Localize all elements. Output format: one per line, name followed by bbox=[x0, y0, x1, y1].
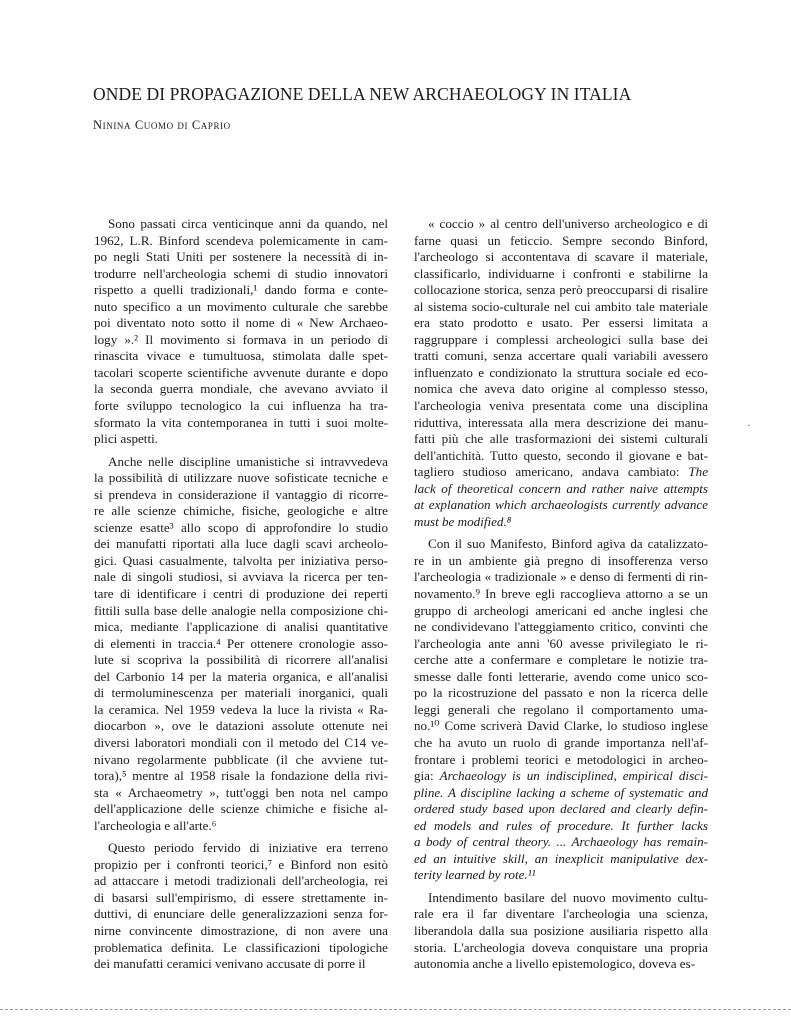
text-line: no.¹⁰ Come scriverà David Clarke, lo studioso inglese bbox=[414, 718, 708, 734]
text-line: dei manufatti riportati alla luce dagli scavi archeolo- bbox=[94, 536, 388, 552]
text-line: liberandola dalla sua posizione ausiliaria rispetto alla bbox=[414, 922, 708, 938]
text-line: cerche atte a confermare e completare le notizie tra- bbox=[414, 652, 708, 668]
text-line: Con il suo Manifesto, Binford agiva da catalizzato- bbox=[428, 536, 708, 552]
text-line: storia. L'archeologia doveva conquistare una propria bbox=[414, 939, 708, 955]
text-line: farne quasi un feticcio. Sempre secondo Binford, bbox=[414, 232, 708, 248]
text-line: ordered study based upon declared and clearly defin- bbox=[414, 801, 708, 817]
text-line: l'archeologia ante anni '60 avesse privilegiato le ri- bbox=[414, 635, 708, 651]
text-line: propizio per i confronti teorici,⁷ e Binford non esitò bbox=[94, 856, 388, 872]
text-line: at explanation which archaeologists currently advance bbox=[414, 497, 708, 513]
text-line: riduttiva, interessata alla mera descrizione dei manu- bbox=[414, 414, 708, 430]
text-line: Questo periodo fervido di iniziative era terreno bbox=[108, 840, 388, 856]
author-name: Ninina Cuomo di Caprio bbox=[93, 118, 231, 132]
right-column bbox=[414, 216, 708, 973]
text-line: pline. A discipline lacking a scheme of systematic and bbox=[414, 784, 708, 800]
text-line: la possibilità di utilizzare nuove sofisticate tecniche e bbox=[94, 470, 388, 486]
text-line: re alle scienze chimiche, fisiche, geologiche e altre bbox=[94, 503, 388, 519]
text-line: nirne convincente dimostrazione, di non avere una bbox=[94, 922, 388, 938]
text-line: rispetto a quelli tradizionali,¹ dando forma e conte- bbox=[94, 282, 388, 298]
text-line: Sono passati circa venticinque anni da quando, nel bbox=[108, 216, 388, 231]
text-line: rale era il far diventare l'archeologia una scienza, bbox=[414, 906, 708, 922]
text-line: diocarbon », ove le datazioni assolute ottenute nei bbox=[94, 718, 388, 734]
text-line: la ceramica. Nel 1959 vedeva la luce la rivista « Ra- bbox=[94, 701, 388, 717]
text-line: novamento.⁹ In breve egli raccoglieva attorno a se un bbox=[414, 586, 708, 602]
text-line: del Carbonio 14 per la materia organica, e all'analisi bbox=[94, 668, 388, 684]
text-line: logy ».² Il movimento si formava in un periodo di bbox=[94, 331, 388, 347]
text-line: « coccio » al centro dell'universo archeologico e di bbox=[428, 216, 708, 231]
text-line: nivano regolarmente pubblicate (il che avviene tut- bbox=[94, 751, 388, 767]
left-column bbox=[94, 216, 388, 973]
text-line: lack of theoretical concern and rather naive attempts bbox=[414, 480, 708, 496]
text-line: 1962, L.R. Binford scendeva polemicamente in cam- bbox=[94, 232, 388, 248]
text-line: forte sviluppo tecnologico la cui influenza ha tra- bbox=[94, 398, 388, 414]
text-line: re in un ambiente già pregno di insofferenza verso bbox=[414, 552, 708, 568]
text-line: di elementi in traccia.⁴ Per ottenere cronologie asso- bbox=[94, 635, 388, 651]
page-bottom-rule bbox=[0, 1009, 791, 1010]
article-title: ONDE DI PROPAGAZIONE DELLA NEW ARCHAEOLOGY IN ITALIA bbox=[93, 84, 632, 104]
text-line: ne condividevano l'atteggiamento critico, convinti che bbox=[414, 619, 708, 635]
text-line: leggi generali che regolano il comportamento uma- bbox=[414, 701, 708, 717]
text-line: Anche nelle discipline umanistiche si intravvedeva bbox=[108, 453, 388, 469]
text-line: po negli Stati Uniti per sostenere la necessità di in- bbox=[94, 249, 388, 265]
text-line: dell'applicazione delle scienze chimiche e fisiche al- bbox=[94, 801, 388, 817]
text-line: gruppo di archeologi americani ed anche inglesi che bbox=[414, 602, 708, 618]
text-line: fittili sulla base delle analogie nella composizione chi- bbox=[94, 602, 388, 618]
text-line: ed models and rules of procedure. It further lacks bbox=[414, 817, 708, 833]
text-line: mica, mediante l'applicazione di analisi quantitative bbox=[94, 619, 388, 635]
text-line: la seconda guerra mondiale, che avevano avviato il bbox=[94, 381, 388, 397]
text-line: di termoluminescenza per materiali inorganici, quali bbox=[94, 685, 388, 701]
text-line: si prendeva in considerazione il vantaggio di ricorre- bbox=[94, 486, 388, 502]
text-line: l'archeologia e all'arte.⁶ bbox=[94, 817, 217, 833]
text-line: autonomia anche a livello epistemologico, doveva es- bbox=[414, 956, 696, 972]
text-line: scienze esatte³ allo scopo di approfondire lo studio bbox=[94, 519, 388, 535]
margin-mark: · bbox=[747, 418, 751, 432]
text-line: gia: Archaeology is un indisciplined, empirical disci- bbox=[414, 768, 708, 784]
text-line: Intendimento basilare del nuovo movimento cultu- bbox=[428, 889, 708, 905]
text-line: dei manufatti ceramici venivano accusate di porre il bbox=[94, 956, 366, 972]
text-line: sta « Archaeometry », tutt'oggi ben nota nel campo bbox=[94, 784, 388, 800]
text-line: collocazione storica, senza però preoccuparsi di risalire bbox=[414, 282, 708, 298]
text-line: tagliero studioso americano, andava cambiato: The bbox=[414, 464, 708, 480]
text-line: ed an intuitive skill, an inexplicit manipulative dex- bbox=[414, 850, 708, 866]
text-line: a body of central theory. ... Archaeology has remain- bbox=[414, 834, 708, 850]
text-line: diversi laboratori mondiali con il metodo del C14 ve- bbox=[94, 734, 388, 750]
text-line: influenzato e condizionato la struttura sociale ed eco- bbox=[414, 364, 708, 380]
paragraph bbox=[94, 454, 388, 835]
text-line: ad attaccare i metodi tradizionali dell'archeologia, rei bbox=[94, 873, 388, 889]
text-line: che ha avuto un ruolo di grande importanza nell'af- bbox=[414, 734, 708, 750]
text-line: raggruppare i complessi archeologici sulla base dei bbox=[414, 331, 708, 347]
text-line: tratti comuni, senza accertare quali variabili avessero bbox=[414, 348, 708, 364]
text-line: era stato prodotto e usato. Per essersi limitata a bbox=[414, 315, 708, 331]
text-line: tare di identificare i centri di produzione dei reperti bbox=[94, 586, 388, 602]
text-line: nale di singoli studiosi, si avviava la ricerca per ten- bbox=[94, 569, 388, 585]
text-line: nuto specifico a un movimento culturale che sarebbe bbox=[94, 298, 388, 314]
text-line: po la ricostruzione del passato e non la ricerca delle bbox=[414, 685, 708, 701]
paragraph bbox=[414, 536, 708, 883]
paragraph bbox=[94, 840, 388, 972]
text-line: terity learned by rote.¹¹ bbox=[414, 867, 536, 883]
text-line: l'archeologia veniva presentata come una disciplina bbox=[414, 398, 708, 414]
text-line: problematica definita. Le classificazioni tipologiche bbox=[94, 939, 388, 955]
text-line: l'archeologia « tradizionale » e denso di fermenti di rin- bbox=[414, 569, 708, 585]
text-line: plici aspetti. bbox=[94, 431, 158, 447]
text-line: gici. Quasi casualmente, talvolta per iniziativa perso- bbox=[94, 552, 388, 568]
text-line: tacolari scoperte scientifiche avvenute durante e dopo bbox=[94, 364, 388, 380]
text-line: dell'antichità. Tutto questo, secondo il giovane e bat- bbox=[414, 447, 708, 463]
text-line: sformato la vita contemporanea in tutti i suoi molte- bbox=[94, 414, 388, 430]
text-line: lute si scopriva la possibilità di ricorrere all'analisi bbox=[94, 652, 388, 668]
paragraph bbox=[414, 890, 708, 973]
text-line: l'archeologo si accontentava di scavare il materiale, bbox=[414, 249, 708, 265]
text-line: fatti più che alle trasformazioni dei sistemi culturali bbox=[414, 431, 708, 447]
text-line: must be modified.⁸ bbox=[414, 513, 512, 529]
text-line: di basarsi sull'empirismo, di essere strettamente in- bbox=[94, 889, 388, 905]
text-line: rinascita vivace e tumultuosa, stimolata dalle spet- bbox=[94, 348, 388, 364]
text-line: tora),⁵ mentre al 1958 risale la fondazione della rivi- bbox=[94, 768, 388, 784]
text-line: smesse dalle fonti letterarie, avendo come unico sco- bbox=[414, 668, 708, 684]
text-line: duttivi, di enunciare delle generalizzazioni senza for- bbox=[94, 906, 388, 922]
text-line: nomica che aveva dato origine al complesso stesso, bbox=[414, 381, 708, 397]
paragraph bbox=[414, 216, 708, 530]
text-line: frontare i problemi teorici e metodologici in archeo- bbox=[414, 751, 708, 767]
paragraph bbox=[94, 216, 388, 448]
text-line: trodurre nell'archeologia schemi di studio innovatori bbox=[94, 265, 388, 281]
text-line: classificarlo, individuarne i confronti e stabilirne la bbox=[414, 265, 708, 281]
text-line: al sistema socio-culturale nel cui ambito tale materiale bbox=[414, 298, 708, 314]
text-line: poi diventato noto sotto il nome di « New Archaeo- bbox=[94, 315, 388, 331]
